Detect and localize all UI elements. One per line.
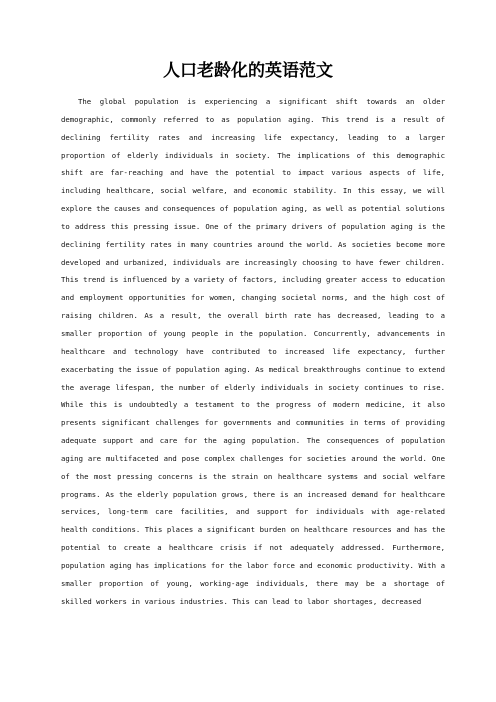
body-text-content: The global population is experiencing a significant shift towards an older demographic, commonly referred to as population aging. This trend is a result of declining fertility rates and increasing life expectancy, leading to a larger proportion of elderly individuals in society. The implications of this demographic shift are far-reaching and have the potential to impact various aspects of life, including healthcare, social welfare, and economic stability. In this essay, we will explore the causes and consequences of population aging, as well as potential solutions to address this pressing issue. One of the primary drivers of population aging is the declining fertility rates in many countries around the world. As societies become more developed and urbanized, individuals are increasingly choosing to have fewer children. This trend is influenced by a variety of factors, including greater access to education and employment opportunities for women, changing societal norms, and the high cost of raising children. As a result, the overall birth rate has decreased, leading to a smaller proportion of young people in the population. Concurrently, advancements in healthcare and technology have contributed to increased life expectancy, further exacerbating the issue of population aging. As medical breakthroughs continue to extend the average lifespan, the number of elderly individuals in society continues to rise. While this is undoubtedly a testament to the progress of modern medicine, it also presents significant challenges for governments and communities in terms of providing adequate support and care for the aging population. The consequences of population aging are multifaceted and pose complex challenges for societies around the world. One of the most pressing concerns is the strain on healthcare systems and social welfare programs. As the elderly population grows, there is an increased demand for healthcare services, long-term care facilities, and support for individuals with age-related health conditions. This places a significant burden on healthcare resources and has the potential to create a healthcare crisis if not adequately addressed. Furthermore, population aging has implications for the labor force and economic productivity. With a smaller proportion of young, working-age individuals, there may be a shortage of skilled workers in various industries. This can lead to labor shortages, decreased: [61, 97, 445, 606]
document-title: 人口老龄化的英语范文: [163, 61, 333, 81]
document-body: [61, 93, 445, 610]
